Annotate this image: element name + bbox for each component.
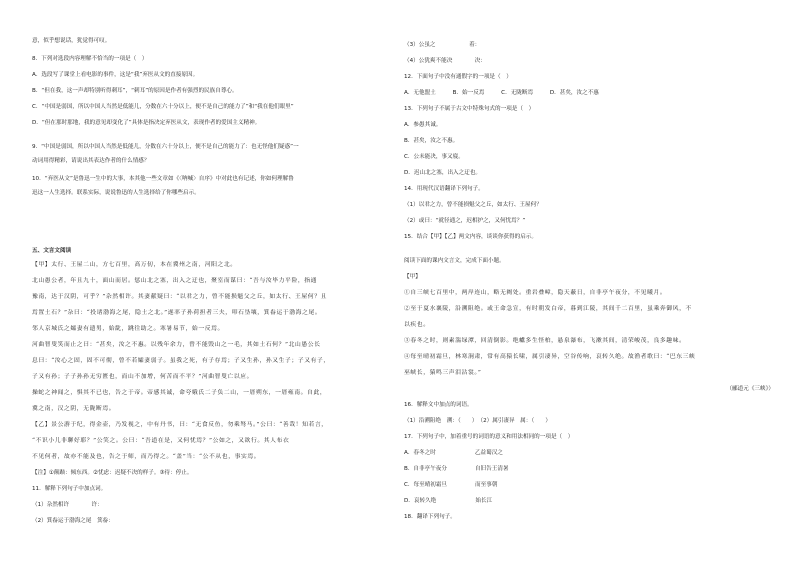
reading-instruction: 阅读下面的课内文言文，完成下面小题。: [404, 258, 505, 264]
section-heading-classical: 五、文言文阅读: [32, 248, 72, 254]
passage-jia-line: 豫南，达于汉阴，可乎？”杂然相许。其妻献疑曰：“以君之力，曾不能损魁父之丘，如太行、王屋何？且: [32, 294, 327, 300]
question-9-cont: 动词用得精彩，请说出其表达作者的什么情感？: [32, 158, 150, 164]
passage-jia-line: 焉置土石？”杂曰：“投诸渤海之尾，隐土之北。”遂率子孙荷担者三夫，叩石垦壤，箕畚运于渤海之尾。: [32, 310, 322, 316]
sanxia-paragraph-3: ③春冬之时，则素湍绿潭，回清倒影。绝巘多生怪柏，悬泉瀑布，飞漱其间，清荣峻茂，良多趣味。: [404, 338, 686, 344]
question-10-cont: 迅这一人生选择。联系实际，说说鲁迅的人生选择给了你哪些启示。: [32, 190, 200, 196]
question-12-options: A．无他盟土 B．始一反焉 C．无陇断焉 D．甚矣，汝之不惠: [404, 90, 599, 96]
sanxia-paragraph-1: ①自三峡七百里中，两岸连山，略无阙处。重岩叠嶂，隐天蔽日，自非亭午夜分，不见曦月。: [404, 290, 667, 296]
question-13: 13．下列句子不属于古文中特殊句式的一项是（ ）: [404, 106, 535, 112]
question-10: 10．“弃医从文”是鲁迅一生中的大事，本其他一些文章如《〈呐喊〉自序》中对此也有记述，你如何理解鲁: [32, 176, 294, 182]
sanxia-paragraph-4: ④每至晴初霜旦，林寒涧肃，常有高猿长啸，属引凄异，空谷传响，哀转久绝。故渔者歌曰：“巴东三峡: [404, 354, 696, 360]
question-9: 9．“中国是弱国，所以中国人当然是低能儿，分数在六十分以上，便不是自己的能力了：也无怪他们疑惑”一: [32, 144, 299, 150]
passage-yi-line: “不识小儿非聊好耶？”公笑之。公曰：“吾道在是，又何忧焉？”公如之，又欲行。其人布衣: [32, 438, 290, 444]
question-11-item-3: （3）公虽之 着：: [404, 42, 481, 48]
question-11-item-4: （4）公犹爽不能决 决：: [404, 58, 486, 64]
question-17: 17．下列句子中，加着重号的词语的意义和用法相同的一项是（ ）: [404, 434, 574, 440]
passage-jia-line: 操蛇之神闻之，惧其不已也，告之于帝。帝感其诚，命夸娥氏二子负二山，一厝朔东，一厝雍南。自此，: [32, 390, 327, 396]
passage-jia-line: 北山愚公者，年且九十，面山而居。惩山北之塞，出入之迂也，聚室而谋曰：“吾与汝毕力平险，指通: [32, 278, 318, 284]
text-line: 意，似乎想说话，犹觉得可叹。: [32, 38, 111, 44]
passage-label-jia: 【甲】: [404, 274, 421, 280]
passage-jia-line: 河曲智叟笑而止之曰：“甚矣，汝之不惠。以残年余力，曾不能毁山之一毛，其如土石何？”北山愚公长: [32, 342, 321, 348]
option-a: A．选段写了课堂上看电影的事件，这是“我”弃医从文的直接原因。: [32, 72, 199, 78]
option-a: A．参愚其诚。: [404, 122, 442, 128]
question-14-item-1: （1）以君之力，曾不能损魁父之丘，如太行、王屋何？: [404, 202, 542, 208]
question-12: 12．下面句子中没有通假字的一项是（ ）: [404, 74, 512, 80]
option-d: D．哀转久绝 始长江: [404, 498, 493, 504]
sanxia-paragraph-4-cont: 巫峡长，猿鸣三声泪沾裳。”: [404, 370, 482, 376]
option-a: A．春冬之时 乙益蜀汉之: [404, 450, 503, 456]
passage-jia-line: 【甲】太行、王屋二山，方七百里，高万仞，本在冀州之南，河阳之北。: [32, 262, 237, 268]
question-14-item-2: （2）或曰：“就径通之，迟相护之，又何忧焉？”: [404, 218, 526, 224]
annotation-note: 【注】①颠踬：倾东西。②忧虑：迟疑不决的样子。③待：停止。: [32, 470, 193, 476]
question-11: 11．解释下列句子中加点词。: [32, 486, 107, 492]
passage-jia-line: 冀之南，汉之阴，无陇断焉。: [32, 406, 116, 412]
question-18: 18．翻译下列句子。: [404, 514, 456, 520]
question-11-item-1: （1）杂然相许 许：: [32, 502, 103, 508]
sanxia-paragraph-2: ②至于夏水襄陵，沿溯阻绝。或王命急宣，有时朝发白帝，暮到江陵，其间千二百里，虽乘奔御风，不: [404, 306, 692, 312]
question-8: 8．下列对选段内容理解不恰当的一项是（ ）: [32, 56, 148, 62]
question-11-item-2: （2）箕畚运于渤海之尾 箕畚：: [32, 518, 114, 524]
option-c: C．每至晴初霜旦 而至事朝: [404, 482, 498, 488]
passage-jia-line: 子又有孙；子子孙孙无穷匮也，而山不加增，何苦而不平？”河曲智叟亡以应。: [32, 374, 254, 380]
option-b: B．“但在我，这一声却特别听得刺耳”，“刺耳”的原因是作者有强烈的民族自尊心。: [32, 88, 238, 94]
option-b: B．自非亭午夜分 自旧告王清暑: [404, 466, 509, 472]
question-15: 15．结合【甲】【乙】两文内容，谈谈你获得的启示。: [404, 234, 537, 240]
question-16: 16．解释文中加点的词语。: [404, 402, 473, 408]
passage-yi-line: 不见何者，故亦不能及也，告之于师，而乃得之。“盖”当：“公不从也，事实焉。: [32, 454, 261, 460]
passage-jia-line: 息曰：“汝心之固，固不可彻，曾不若孀妻弱子。虽我之死，有子存焉；子又生孙，孙又生子；子又有子，: [32, 358, 330, 364]
option-b: B．甚矣，汝之不惠。: [404, 138, 459, 144]
question-14: 14．用现代汉语翻译下列句子。: [404, 186, 484, 192]
passage-yi-line: 【乙】景公游于纪，得金壶，乃发视之，中有丹书，曰：“无食反鱼，勿乘驽马。”公曰：“善哉！知若言，: [32, 422, 328, 428]
option-c: C．“中国是弱国，所以中国人当然是低能儿，分数在六十分以上，便不是自己的能力了”和“我在他们眼里”: [32, 104, 294, 110]
option-c: C．公未能决，事又寝。: [404, 154, 464, 160]
sanxia-paragraph-2-cont: 以疾也。: [404, 322, 430, 328]
passage-jia-line: 邻人京城氏之孀妻有遗男，始龀，跳往助之。寒暑易节，始一反焉。: [32, 326, 224, 332]
passage-source: （郦道元《三峡》）: [726, 386, 774, 392]
option-d: D．“但在那时那地，我的意见却变化了”具体是指决定弃医从文，表现作者的爱国主义精神。: [32, 120, 261, 126]
question-16-items: （1）沿溯阻绝 溯：（ ） （2）属引凄异 属：（ ）: [404, 418, 551, 424]
option-d: D．迟山北之塞，出入之迂也。: [404, 170, 482, 176]
